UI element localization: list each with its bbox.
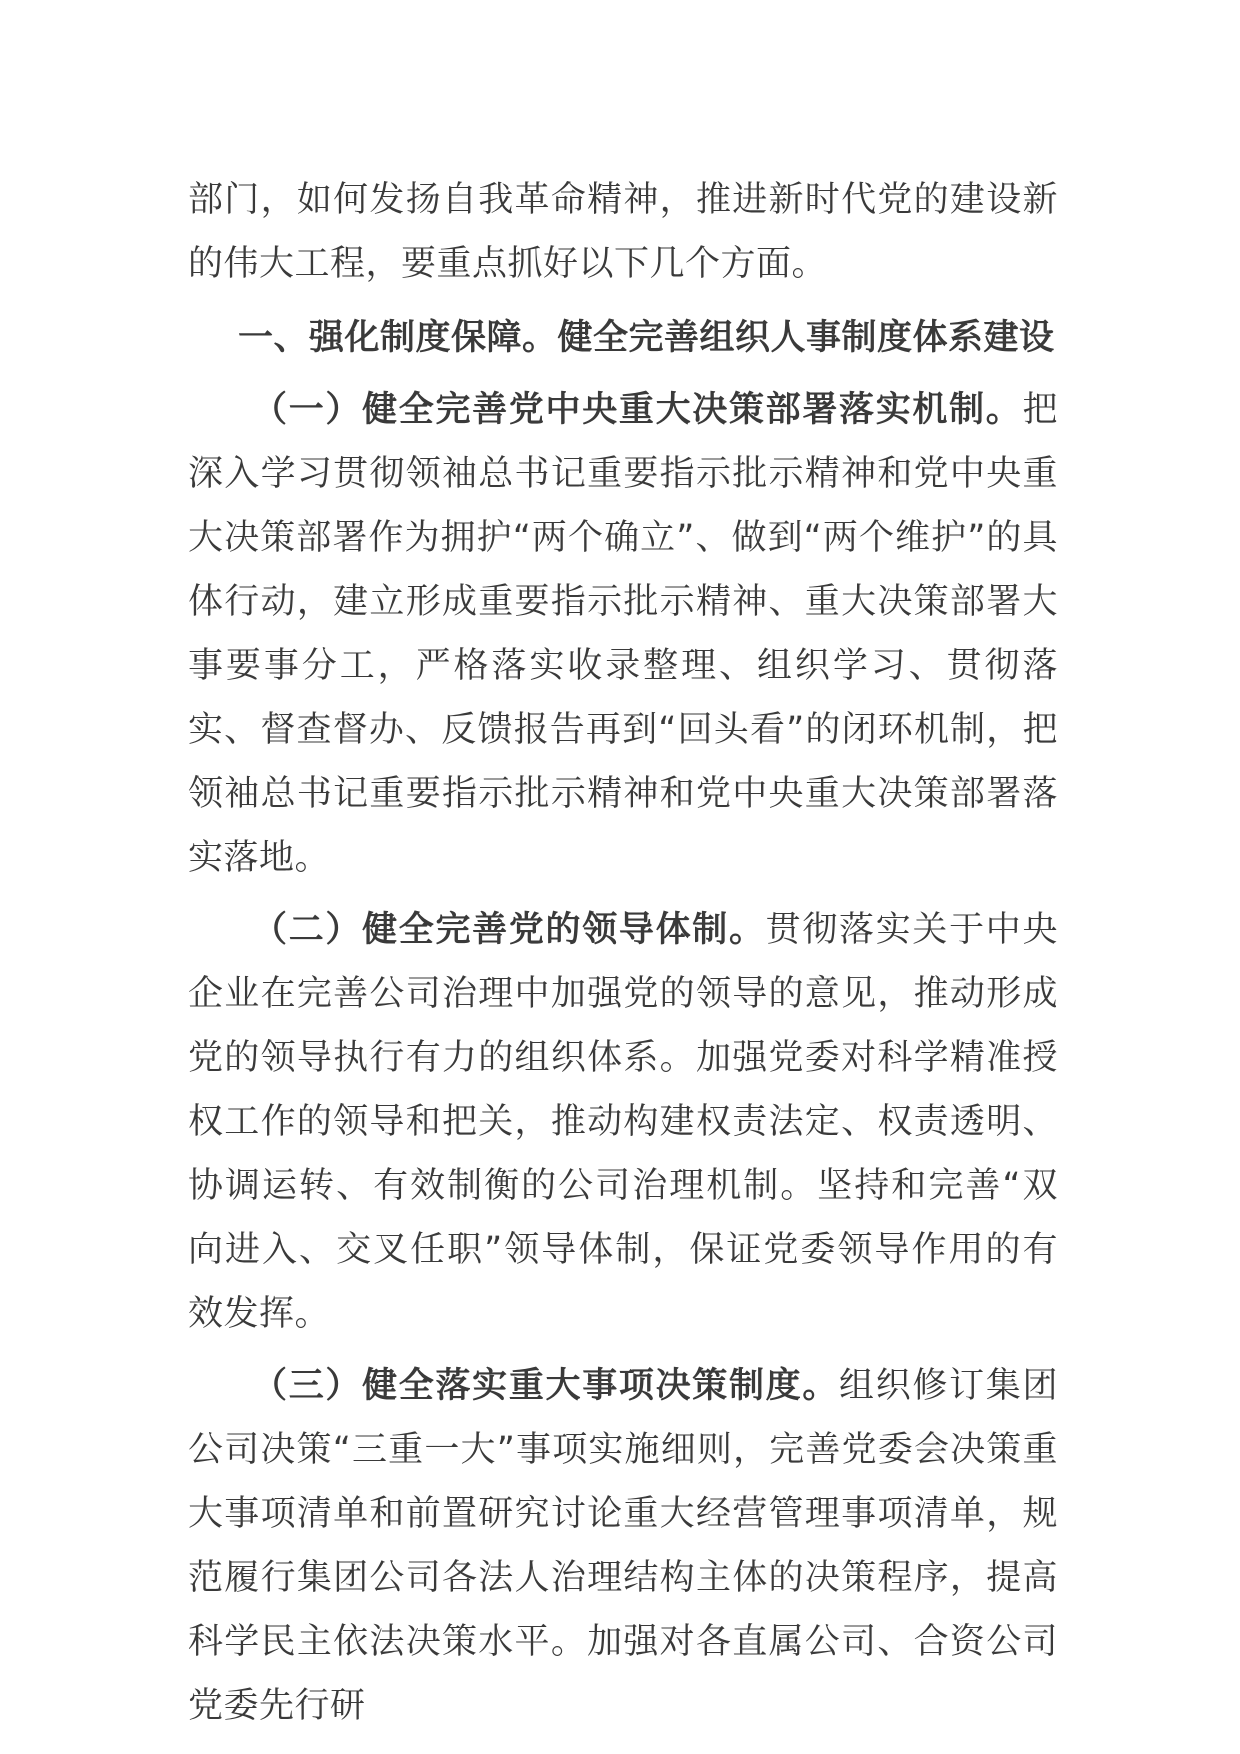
item-body-3: 组织修订集团公司决策“三重一大”事项实施细则，完善党委会决策重大事项清单和前置研究讨论重大经营管理事项清单，规范履行集团公司各法人治理结构主体的决策程序，提高科学民主依法决策水平。加强对各直属公司、合资公司党委先行研 (188, 1366, 1058, 1726)
item-body-2: 贯彻落实关于中央企业在完善公司治理中加强党的领导的意见，推动形成党的领导执行有力的组织体系。加强党委对科学精准授权工作的领导和把关，推动构建权责法定、权责透明、协调运转、有效制衡的公司治理机制。坚持和完善“双向进入、交叉任职”领导体制，保证党委领导作用的有效发挥。 (188, 910, 1058, 1334)
item-title-2: （二）健全完善党的领导体制。 (252, 910, 766, 950)
document-page (188, 168, 1058, 1738)
item-paragraph-3 (188, 1354, 1058, 1738)
item-paragraph-1 (188, 378, 1058, 890)
item-paragraph-2 (188, 898, 1058, 1346)
item-title-1: （一）健全完善党中央重大决策部署落实机制。 (252, 390, 1023, 430)
item-title-3: （三）健全落实重大事项决策制度。 (252, 1366, 840, 1406)
section-heading: 一、强化制度保障。健全完善组织人事制度体系建设 (238, 318, 1055, 358)
item-body-1: 把深入学习贯彻领袖总书记重要指示批示精神和党中央重大决策部署作为拥护“两个确立”、做到“两个维护”的具体行动，建立形成重要指示批示精神、重大决策部署大事要事分工，严格落实收录整理、组织学习、贯彻落实、督查督办、反馈报告再到“回头看”的闭环机制，把领袖总书记重要指示批示精神和党中央重大决策部署落实落地。 (188, 390, 1058, 878)
intro-paragraph: 部门，如何发扬自我革命精神，推进新时代党的建设新的伟大工程，要重点抓好以下几个方面。 (188, 180, 1058, 284)
